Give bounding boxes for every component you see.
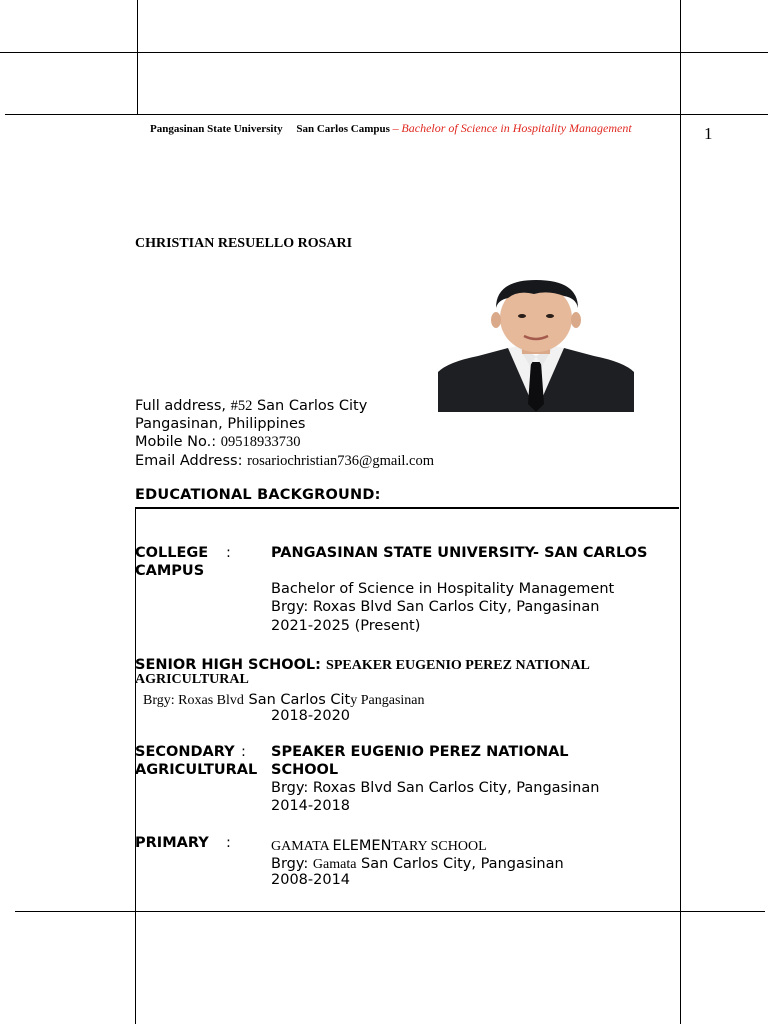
address-number: #52 — [230, 398, 253, 414]
horizontal-rule-header — [5, 114, 768, 115]
address-line-1 — [135, 397, 367, 416]
header-campus: San Carlos Campus — [296, 123, 390, 135]
senior-high-label: SENIOR HIGH SCHOOL: — [135, 657, 321, 673]
secondary-school-line2b: SCHOOL — [271, 762, 339, 778]
primary-school-part2: ELEMEN — [332, 838, 392, 854]
vertical-rule-right — [680, 0, 681, 1024]
senior-high-address-part1: Brgy: Roxas Blvd — [143, 693, 244, 708]
senior-high-school-line1: SPEAKER EUGENIO PEREZ NATIONAL — [326, 658, 590, 673]
secondary-label: SECONDARY — [135, 744, 235, 760]
secondary-colon: : — [241, 744, 246, 760]
profile-photo — [438, 254, 634, 412]
mobile-label: Mobile No.: — [135, 434, 217, 450]
primary-school-part3: TARY SCHOOL — [391, 839, 487, 854]
primary-address-part3: San Carlos City, Pangasinan — [356, 856, 564, 872]
primary-address-part1: Brgy: — [271, 856, 313, 872]
email-value: rosariochristian736@gmail.com — [247, 453, 434, 469]
primary-address — [271, 853, 564, 873]
senior-high-school-line2: AGRICULTURAL — [135, 672, 249, 687]
address-label: Full address, — [135, 398, 226, 414]
senior-high-address-part3: y Pangasinan — [350, 693, 425, 708]
mobile-value: 09518933730 — [220, 434, 301, 450]
email-label: Email Address: — [135, 453, 243, 469]
secondary-school-line2a: AGRICULTURAL — [135, 762, 258, 778]
college-years: 2021-2025 (Present) — [271, 618, 421, 634]
page-number: 1 — [704, 124, 713, 143]
senior-high-address — [143, 689, 425, 709]
address-city: San Carlos City — [256, 398, 368, 414]
primary-school-part1: GAMATA — [271, 839, 333, 854]
primary-address-part2: Gamata — [312, 857, 357, 872]
header-university: Pangasinan State University — [150, 123, 283, 135]
college-address: Brgy: Roxas Blvd San Carlos City, Pangasinan — [271, 599, 600, 615]
college-course: Bachelor of Science in Hospitality Management — [271, 581, 615, 597]
address-line-2: Pangasinan, Philippines — [135, 416, 306, 432]
college-colon: : — [226, 545, 231, 561]
secondary-years: 2014-2018 — [271, 798, 351, 814]
horizontal-rule-bottom — [15, 911, 765, 912]
senior-high-line1 — [135, 654, 590, 674]
college-label: COLLEGE — [135, 545, 209, 561]
secondary-school-line1: SPEAKER EUGENIO PEREZ NATIONAL — [271, 744, 569, 760]
document-header — [150, 121, 632, 136]
header-dash: – — [392, 121, 399, 135]
senior-high-years: 2018-2020 — [271, 708, 351, 724]
primary-label: PRIMARY — [135, 835, 209, 851]
horizontal-rule-top — [0, 52, 768, 53]
secondary-address: Brgy: Roxas Blvd San Carlos City, Pangasinan — [271, 780, 600, 796]
education-section-title: EDUCATIONAL BACKGROUND: — [135, 487, 381, 503]
college-school-line2: CAMPUS — [135, 563, 205, 579]
primary-years: 2008-2014 — [271, 872, 351, 888]
vertical-rule-left — [137, 0, 138, 114]
primary-colon: : — [226, 835, 231, 851]
email-line — [135, 452, 434, 471]
header-program: Bachelor of Science in Hospitality Management — [401, 121, 632, 135]
college-school-line1: PANGASINAN STATE UNIVERSITY- SAN CARLOS — [271, 545, 648, 561]
primary-school — [271, 835, 487, 855]
mobile-line — [135, 433, 301, 452]
horizontal-rule-education — [135, 507, 679, 509]
senior-high-address-part2: San Carlos Cit — [243, 692, 351, 708]
applicant-name: CHRISTIAN RESUELLO ROSARI — [135, 236, 353, 251]
